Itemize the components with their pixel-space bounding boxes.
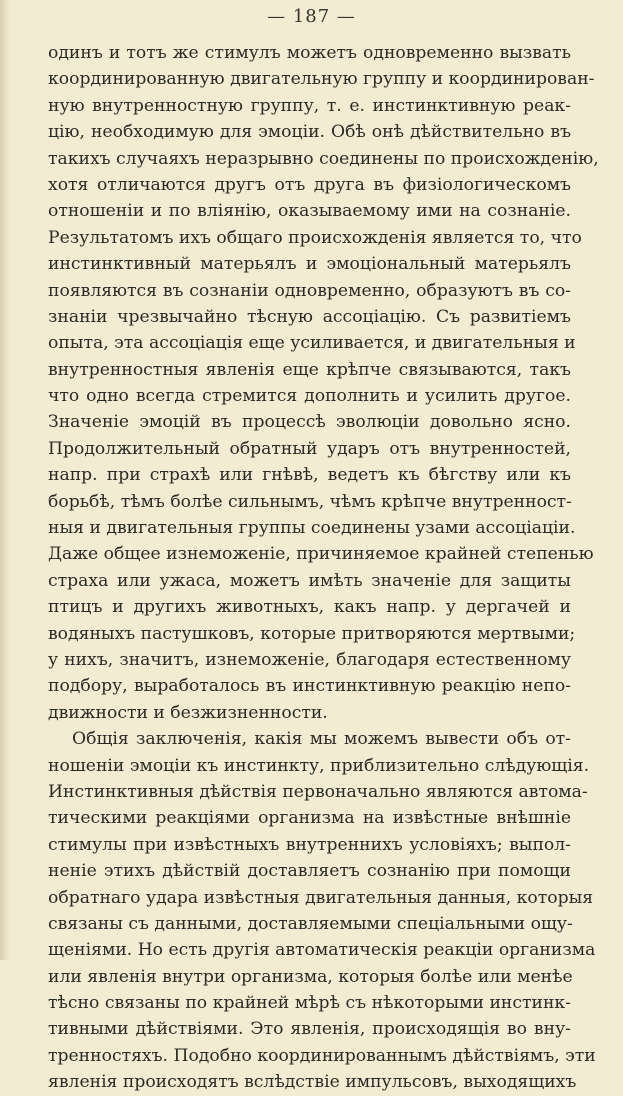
text-line: стимулы при извѣстныхъ внутреннихъ условіяхъ; выпол-	[48, 834, 571, 855]
text-line: такихъ случаяхъ неразрывно соединены по происхожденію,	[48, 148, 599, 169]
text-line: связаны съ данными, доставляемыми спеціальными ощу-	[48, 913, 573, 934]
page-edge-shadow	[0, 0, 10, 960]
text-line: цію, необходимую для эмоціи. Обѣ онѣ дѣйствительно въ	[48, 122, 571, 143]
text-line: напр. при страхѣ или гнѣвѣ, ведетъ къ бѣгству или къ	[48, 465, 571, 486]
text-line: внутренностныя явленія еще крѣпче связываются, такъ	[48, 359, 571, 380]
text-line: ную внутренностную группу, т. е. инстинктивную реак-	[48, 95, 571, 116]
text-line: или явленія внутри организма, которыя болѣе или менѣе	[48, 966, 573, 987]
text-line: неніе этихъ дѣйствій доставляетъ сознанію при помощи	[48, 861, 571, 882]
text-line: инстинктивный матерьялъ и эмоціональный матерьялъ	[48, 254, 571, 275]
text-line: борьбѣ, тѣмъ болѣе сильнымъ, чѣмъ крѣпче внутренност-	[48, 491, 572, 512]
text-line: щеніями. Но есть другія автоматическія реакціи организма	[48, 940, 596, 961]
text-line: хотя отличаются другъ отъ друга въ физіологическомъ	[48, 174, 571, 195]
text-line: страха или ужаса, можетъ имѣть значеніе для защиты	[48, 570, 571, 591]
text-line: Значеніе эмоцій въ процессѣ эволюціи довольно ясно.	[48, 412, 571, 433]
page-number: — 187 —	[267, 6, 356, 27]
text-line: тѣсно связаны по крайней мѣрѣ съ нѣкоторыми инстинк-	[48, 993, 571, 1014]
text-line: Результатомъ ихъ общаго происхожденія является то, что	[48, 227, 582, 248]
text-line: у нихъ, значитъ, изнеможеніе, благодаря естественному	[48, 649, 571, 670]
text-line: опыта, эта ассоціація еще усиливается, и двигательныя и	[48, 333, 576, 354]
body-text	[48, 40, 599, 1096]
text-line: координированную двигательную группу и координирован-	[48, 69, 595, 90]
text-line: Общія заключенія, какія мы можемъ вывести объ от-	[72, 729, 571, 750]
text-line: птицъ и другихъ животныхъ, какъ напр. у дергачей и	[48, 597, 571, 618]
text-line: что одно всегда стремится дополнить и усилить другое.	[48, 386, 571, 407]
text-line: знаніи чрезвычайно тѣсную ассоціацію. Съ развитіемъ	[48, 306, 571, 327]
text-line: Даже общее изнеможеніе, причиняемое крайней степенью	[48, 544, 594, 565]
text-line: движности и безжизненности.	[48, 702, 328, 723]
text-line: тическими реакціями организма на извѣстные внѣшніе	[48, 808, 571, 829]
text-line: тивными дѣйствіями. Это явленія, происходящія во вну-	[48, 1019, 571, 1040]
text-line: Инстинктивныя дѣйствія первоначально являются автома-	[48, 781, 588, 802]
text-line: ношеніи эмоціи къ инстинкту, приблизительно слѣдующія.	[48, 755, 590, 776]
text-line: водяныхъ пастушковъ, которые притворяются мертвыми;	[48, 623, 576, 644]
text-line: тренностяхъ. Подобно координированнымъ дѣйствіямъ, эти	[48, 1045, 596, 1066]
text-line: явленія происходятъ вслѣдствіе импульсовъ, выходящихъ	[48, 1072, 577, 1093]
text-line: ныя и двигательныя группы соединены узами ассоціаціи.	[48, 518, 576, 539]
text-line: отношеніи и по вліянію, оказываемому ими на сознаніе.	[48, 201, 571, 222]
text-line: подбору, выработалось въ инстинктивную реакцію непо-	[48, 676, 571, 697]
text-line: появляются въ сознаніи одновременно, образуютъ въ со-	[48, 280, 571, 301]
text-line: одинъ и тотъ же стимулъ можетъ одновременно вызвать	[48, 43, 571, 63]
text-line: обратнаго удара извѣстныя двигательныя данныя, которыя	[48, 887, 594, 908]
text-line: Продолжительный обратный ударъ отъ внутренностей,	[48, 438, 571, 459]
